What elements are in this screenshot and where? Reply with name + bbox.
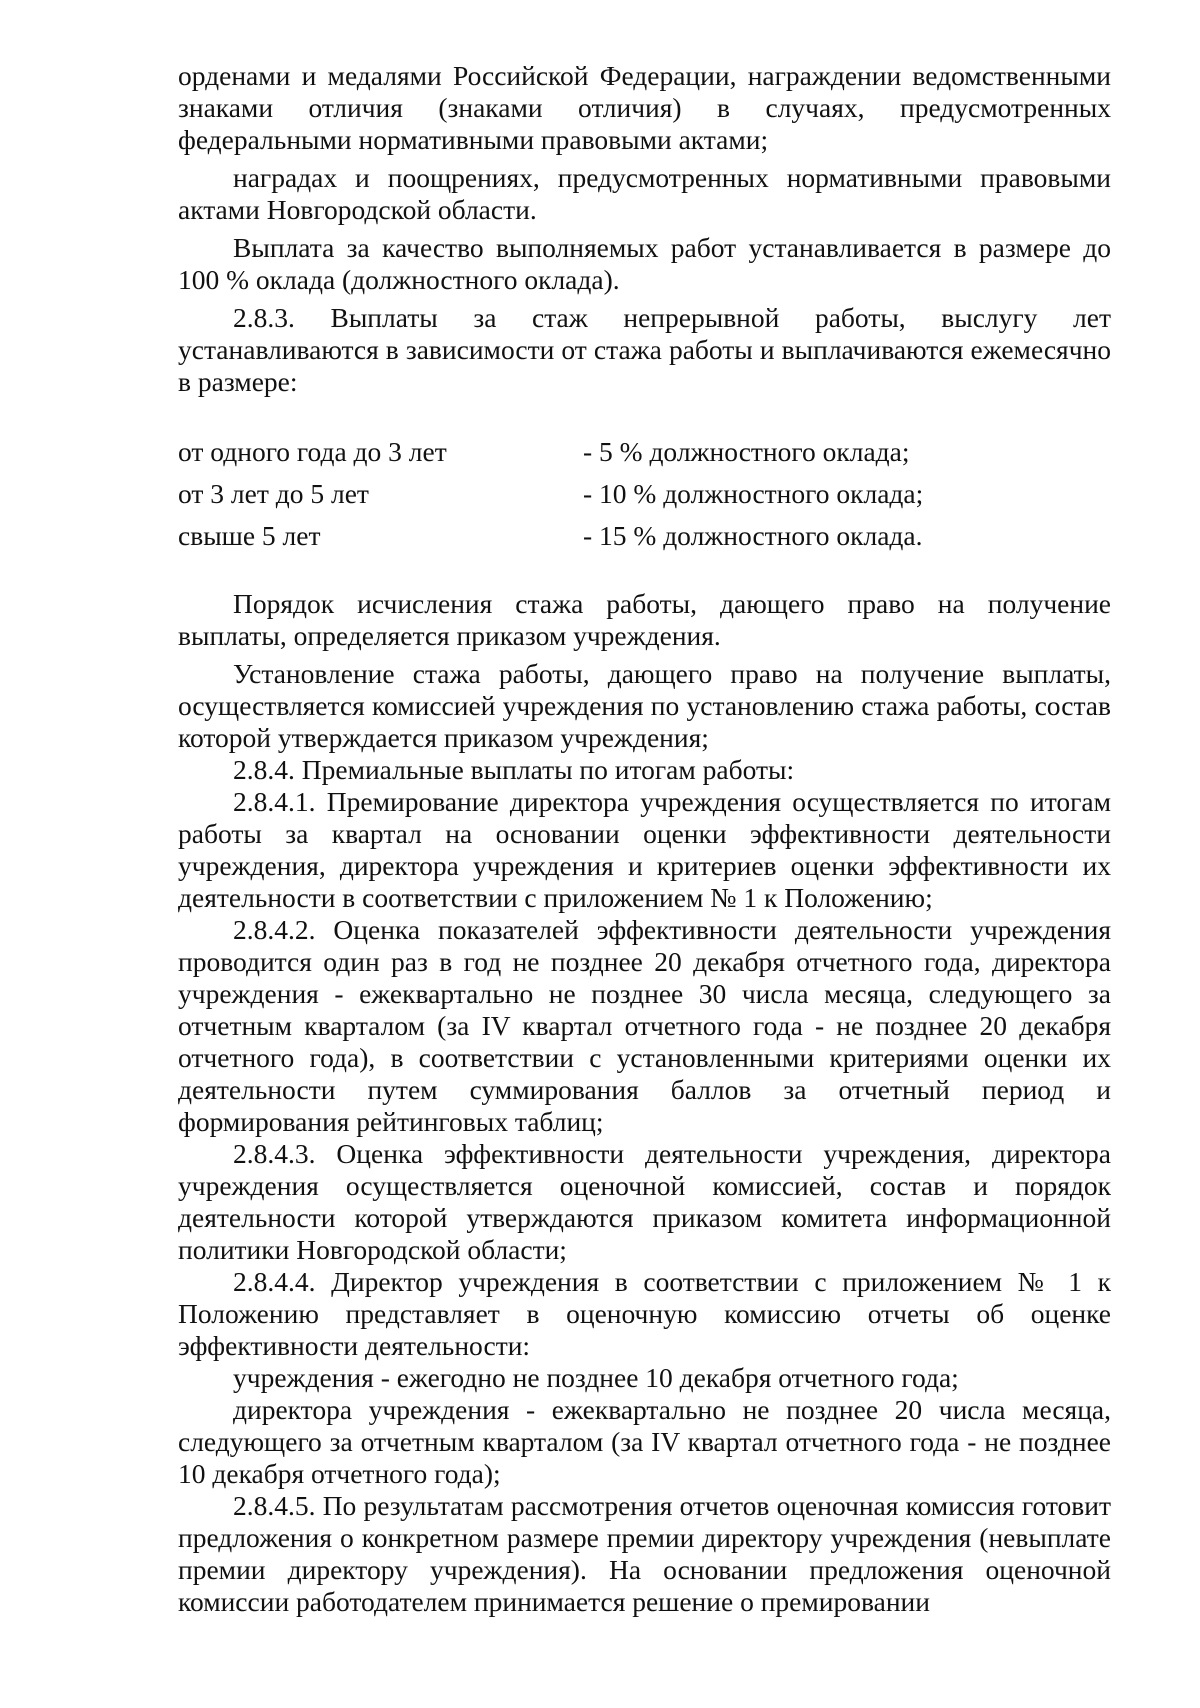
service-payment: - 5 % должностного оклада; [583, 436, 910, 467]
service-length-row [178, 436, 1111, 478]
paragraph-2-8-4-2: 2.8.4.2. Оценка показателей эффективности деятельности учреждения проводится один раз в год не позднее 20 декабря отчетного года, директора учреждения - ежеквартально не позднее 30 числа месяца, следующего за отчетным кварталом (за IV квартал отчетного года - не позднее 20 декабря отчетного года), в соответствии с установленными критериями оценки их деятельности путем суммирования баллов за отчетный период и формирования рейтинговых таблиц; [178, 914, 1111, 1137]
paragraph-service-calculation: Порядок исчисления стажа работы, дающего право на получение выплаты, определяется приказом учреждения. [178, 588, 1111, 651]
service-period: свыше 5 лет [178, 520, 321, 551]
paragraph-2-8-4-1: 2.8.4.1. Премирование директора учреждения осуществляется по итогам работы за квартал на основании оценки эффективности деятельности учреждения, директора учреждения и критериев оценки эффективности их деятельности в соответствии с приложением № 1 к Положению; [178, 786, 1111, 913]
paragraph-director-deadline: директора учреждения - ежеквартально не позднее 20 числа месяца, следующего за отчетным кварталом (за IV квартал отчетного года - не позднее 10 декабря отчетного года); [178, 1394, 1111, 1489]
paragraph-awards-federal: орденами и медалями Российской Федерации, награждении ведомственными знаками отличия (знаками отличия) в случаях, предусмотренных федеральными нормативными правовыми актами; [178, 60, 1111, 155]
paragraph-service-commission: Установление стажа работы, дающего право на получение выплаты, осуществляется комиссией учреждения по установлению стажа работы, состав которой утверждается приказом учреждения; [178, 658, 1111, 753]
service-period: от одного года до 3 лет [178, 436, 447, 467]
service-payment: - 10 % должностного оклада; [583, 478, 924, 509]
service-period: от 3 лет до 5 лет [178, 478, 369, 509]
paragraph-2-8-4: 2.8.4. Премиальные выплаты по итогам работы: [233, 754, 795, 785]
paragraph-2-8-4-5: 2.8.4.5. По результатам рассмотрения отчетов оценочная комиссия готовит предложения о конкретном размере премии директору учреждения (невыплате премии директору учреждения). На основании предложения оценочной комиссии работодателем принимается решение о премировании [178, 1490, 1111, 1617]
paragraph-institution-deadline: учреждения - ежегодно не позднее 10 декабря отчетного года; [233, 1362, 959, 1393]
paragraph-quality-payment: Выплата за качество выполняемых работ устанавливается в размере до 100 % оклада (должностного оклада). [178, 232, 1111, 295]
service-length-table [178, 436, 1111, 562]
paragraph-2-8-4-3: 2.8.4.3. Оценка эффективности деятельности учреждения, директора учреждения осуществляется оценочной комиссией, состав и порядок деятельности которой утверждаются приказом комитета информационной политики Новгородской области; [178, 1138, 1111, 1265]
paragraph-awards-regional: наградах и поощрениях, предусмотренных нормативными правовыми актами Новгородской области. [178, 162, 1111, 225]
service-payment: - 15 % должностного оклада. [583, 520, 923, 551]
document-body [178, 60, 1111, 1618]
paragraph-2-8-4-4: 2.8.4.4. Директор учреждения в соответствии с приложением № 1 к Положению представляет в оценочную комиссию отчеты об оценке эффективности деятельности: [178, 1266, 1111, 1361]
service-length-row [178, 520, 1111, 562]
service-length-row [178, 478, 1111, 520]
paragraph-2-8-3: 2.8.3. Выплаты за стаж непрерывной работы, выслугу лет устанавливаются в зависимости от стажа работы и выплачиваются ежемесячно в размере: [178, 302, 1111, 397]
